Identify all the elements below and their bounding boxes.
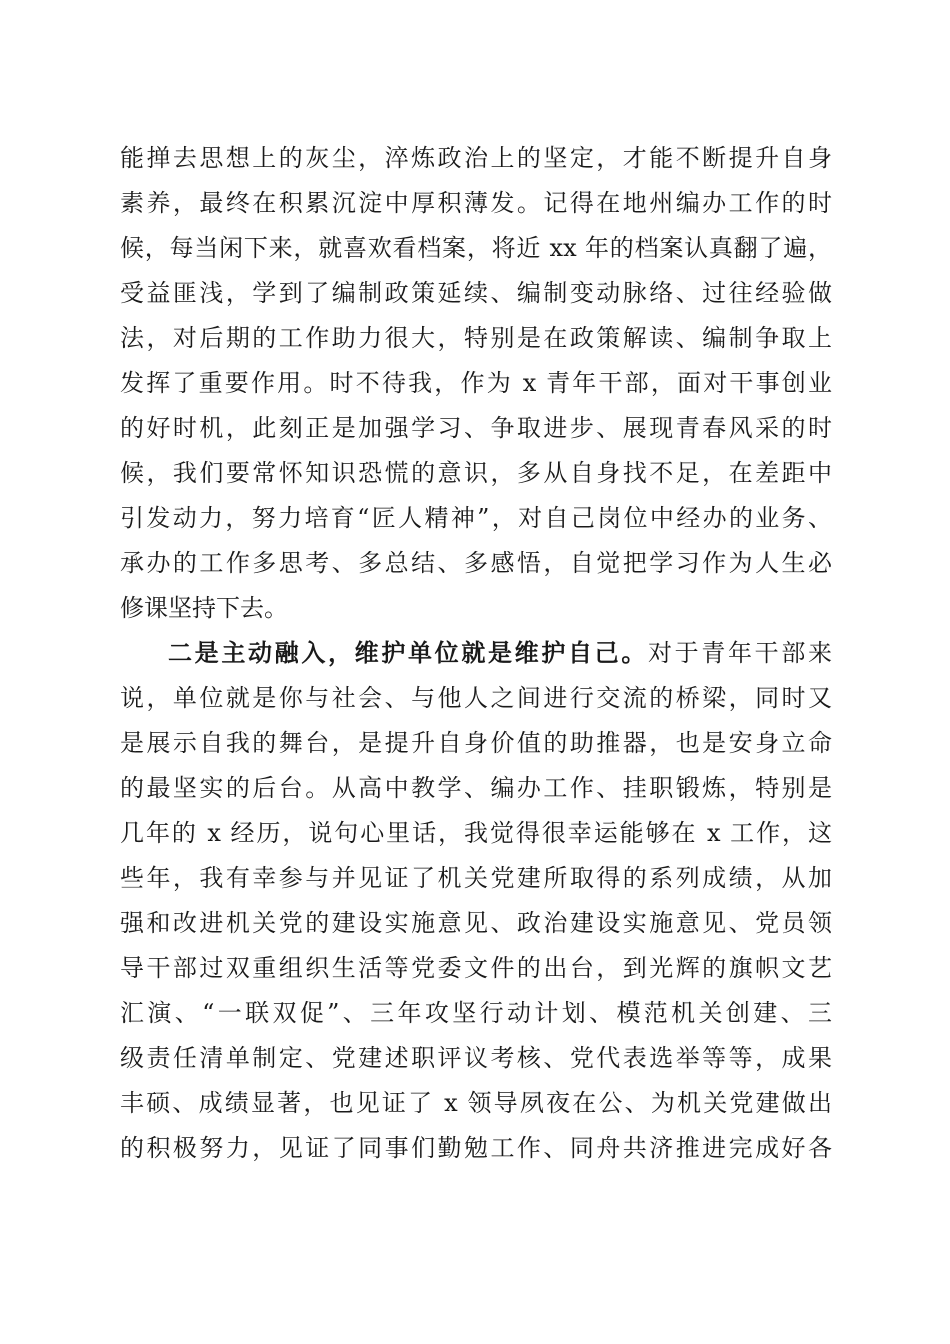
paragraph-2-line: 导干部过双重组织生活等党委文件的出台，到光辉的旗帜文艺 <box>120 954 832 982</box>
paragraph-1-last-line: 修课坚持下去。 <box>120 594 288 622</box>
paragraph-2-first-line-rest: 对于青年干部来 <box>648 639 832 667</box>
paragraph-2-line: 级责任清单制定、党建述职评议考核、党代表选举等等，成果 <box>120 1044 832 1072</box>
paragraph-2-line: 丰硕、成绩显著，也见证了 x 领导夙夜在公、为机关党建做出 <box>120 1089 832 1117</box>
paragraph-2-line: 是展示自我的舞台，是提升自身价值的助推器，也是安身立命 <box>120 729 832 757</box>
paragraph-1-line: 法，对后期的工作助力很大，特别是在政策解读、编制争取上 <box>120 324 832 352</box>
paragraph-2-first-line <box>168 635 832 671</box>
paragraph-2-line: 说，单位就是你与社会、与他人之间进行交流的桥梁，同时又 <box>120 684 832 712</box>
paragraph-2-line: 的最坚实的后台。从高中教学、编办工作、挂职锻炼，特别是 <box>120 774 832 802</box>
paragraph-1-line: 的好时机，此刻正是加强学习、争取进步、展现青春风采的时 <box>120 414 832 442</box>
paragraph-2-line: 的积极努力，见证了同事们勤勉工作、同舟共济推进完成好各 <box>120 1134 832 1162</box>
paragraph-2-line: 些年，我有幸参与并见证了机关党建所取得的系列成绩，从加 <box>120 864 832 892</box>
paragraph-2-line: 几年的 x 经历，说句心里话，我觉得很幸运能够在 x 工作，这 <box>120 819 832 847</box>
paragraph-2-line: 强和改进机关党的建设实施意见、政治建设实施意见、党员领 <box>120 909 832 937</box>
paragraph-1-line: 受益匪浅，学到了编制政策延续、编制变动脉络、过往经验做 <box>120 279 832 307</box>
paragraph-1-line: 能掸去思想上的灰尘，淬炼政治上的坚定，才能不断提升自身 <box>120 144 832 172</box>
paragraph-1-line: 发挥了重要作用。时不待我，作为 x 青年干部，面对干事创业 <box>120 369 832 397</box>
paragraph-1-line: 候，每当闲下来，就喜欢看档案，将近 xx 年的档案认真翻了遍， <box>120 234 832 262</box>
paragraph-1-line: 引发动力，努力培育“匠人精神”，对自己岗位中经办的业务、 <box>120 504 832 532</box>
paragraph-1-line: 素养，最终在积累沉淀中厚积薄发。记得在地州编办工作的时 <box>120 189 832 217</box>
paragraph-1-line: 候，我们要常怀知识恐慌的意识，多从自身找不足，在差距中 <box>120 459 832 487</box>
paragraph-2-lead-sentence: 二是主动融入，维护单位就是维护自己。 <box>168 638 648 667</box>
paragraph-1-line: 承办的工作多思考、多总结、多感悟，自觉把学习作为人生必 <box>120 549 832 577</box>
paragraph-2-line: 汇演、“一联双促”、三年攻坚行动计划、模范机关创建、三 <box>120 999 832 1027</box>
